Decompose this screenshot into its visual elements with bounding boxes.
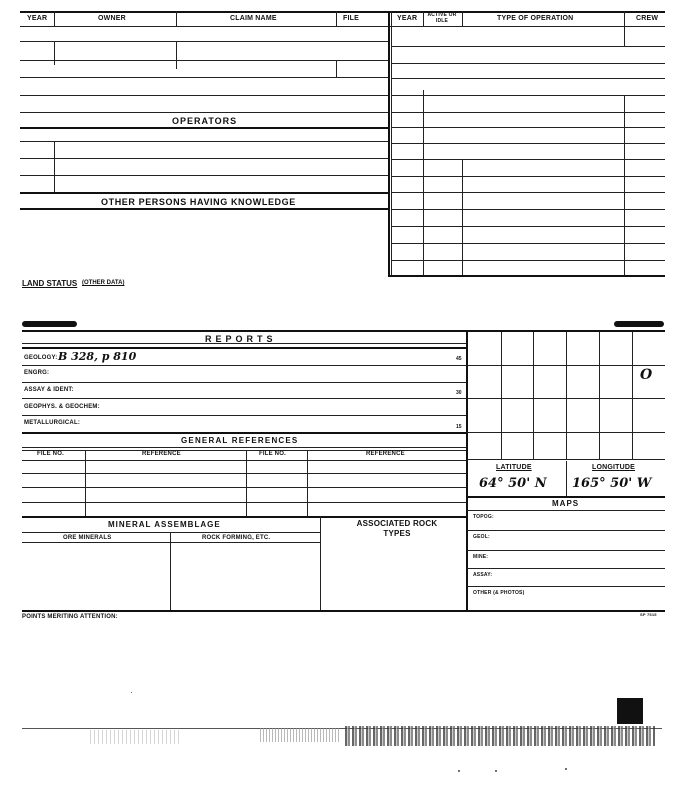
land-status-label: LAND STATUS (22, 279, 78, 288)
latitude-label: LATITUDE (496, 464, 532, 471)
ink-smudge-left (22, 321, 77, 327)
general-references-title: GENERAL REFERENCES (181, 436, 299, 445)
gr-file-no-1: FILE NO. (37, 451, 64, 457)
maps-mine: MINE: (473, 554, 489, 560)
maps-topog: TOPOG: (473, 514, 494, 520)
report-label-assay: ASSAY & IDENT: (24, 387, 74, 393)
maps-assay: ASSAY: (473, 572, 493, 578)
report-label-metallurgical: METALLURGICAL: (24, 420, 81, 426)
header-claim-name: CLAIM NAME (230, 15, 277, 22)
latitude-value: 64° 50' N (479, 476, 547, 491)
mineral-assemblage-title: MINERAL ASSEMBLAGE (108, 520, 221, 529)
gr-reference-2: REFERENCE (366, 451, 405, 457)
maps-title: MAPS (552, 499, 580, 508)
operators-label: OPERATORS (172, 116, 238, 126)
maps-geol: GEOL: (473, 534, 490, 540)
report-value-geology: B 328, p 810 (58, 350, 137, 363)
report-num-45: 45 (456, 356, 462, 362)
longitude-label: LONGITUDE (592, 464, 636, 471)
longitude-value: 165° 50' W (572, 476, 652, 491)
header-owner: OWNER (98, 15, 126, 22)
other-persons-label: OTHER PERSONS HAVING KNOWLEDGE (101, 197, 296, 207)
rock-forming-label: ROCK FORMING, ETC. (202, 535, 271, 541)
grid-mark-circle: O (640, 367, 653, 383)
report-num-15: 15 (456, 424, 462, 430)
report-num-30: 30 (456, 390, 462, 396)
header-year: YEAR (27, 15, 48, 22)
header-crew: CREW (636, 15, 659, 22)
gr-file-no-2: FILE NO. (259, 451, 286, 457)
form-number: SP 7515 (640, 612, 657, 617)
report-label-geology: GEOLOGY: (24, 355, 58, 361)
header-type-of-operation: TYPE OF OPERATION (497, 15, 574, 22)
land-status-sublabel: (OTHER DATA) (82, 280, 125, 286)
maps-other: OTHER (& PHOTOS) (473, 590, 525, 596)
header-year-right: YEAR (397, 15, 418, 22)
header-file: FILE (343, 15, 359, 22)
ore-minerals-label: ORE MINERALS (63, 535, 112, 541)
report-label-engrg: ENGRG: (24, 370, 50, 376)
points-meriting-label: POINTS MERITING ATTENTION: (22, 614, 118, 620)
ink-smudge-right (614, 321, 664, 327)
black-square-mark (617, 698, 643, 724)
associated-rock-types-label: ASSOCIATED ROCK TYPES (356, 519, 438, 538)
header-active-idle: ACTIVE OR IDLE (427, 12, 457, 24)
reports-title: REPORTS (205, 334, 277, 344)
gr-reference-1: REFERENCE (142, 451, 181, 457)
report-label-geophys: GEOPHYS. & GEOCHEM: (24, 404, 100, 410)
